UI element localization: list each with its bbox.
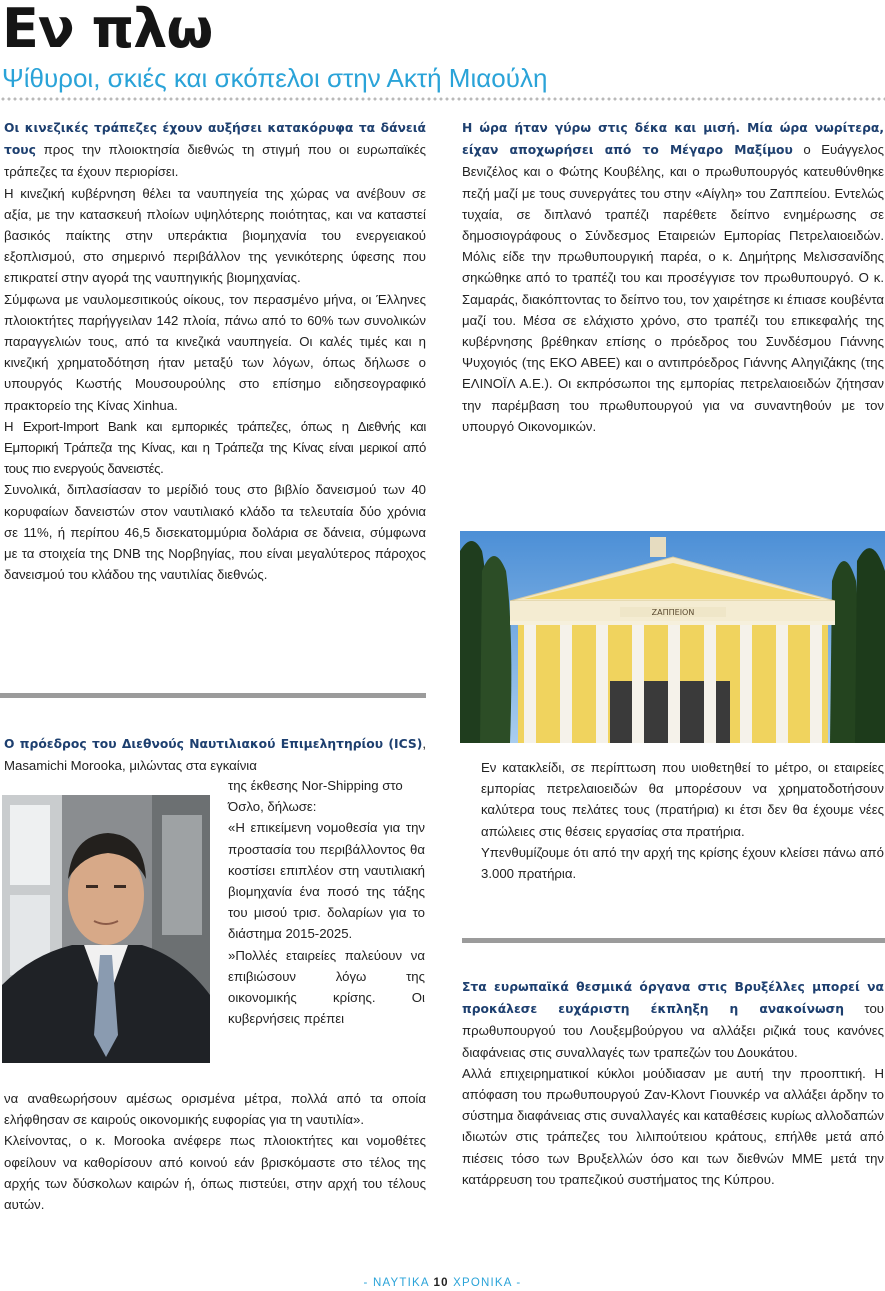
article-fuel-after — [481, 757, 884, 884]
morooka-portrait — [2, 795, 210, 1063]
dotted-divider — [0, 97, 885, 101]
article-lux-p1: Αλλά επιχειρηματικοί κύκλοι μούδιασαν με αυτή την προοπτική. Η απόφαση του πρωθυπουργού Ζαν-Κλοντ Γιουνκέρ να αλλάξει άρδην το σύστημα διαφάνειας στις συναλλαγές και καταθέσεις κυρίως αλλοδαπών ιδιωτών στις τράπεζες του λιλιπούτειου κράτους, επήλθε μετά από πιέσεις τόσο των Βρυξελλών όσο και των διεθνών ΜΜΕ μετά την κατάρρευση του τραπεζικού συστήματος της Κύπρου. — [462, 1065, 884, 1187]
article-ics-lead: Ο πρόεδρος του Διεθνούς Ναυτιλιακού Επιμελητηρίου (ICS) — [4, 737, 423, 751]
article-fuel-lead: Η ώρα ήταν γύρω στις δέκα και μισή. Μία ώρα νωρίτερα, είχαν αποχωρήσει από το Μέγαρο Μαξίμου — [462, 121, 884, 158]
article-china-lead-paragraph — [4, 117, 426, 183]
article-china-lead: Οι κινεζικές τράπεζες έχουν αυξήσει κατακόρυφα τα δάνειά τους — [4, 121, 426, 158]
portrait-image — [2, 795, 210, 1063]
article-china-p2: Σύμφωνα με ναυλομεσιτικούς οίκους, τον περασμένο μήνα, οι Έλληνες πλοιοκτήτες παρήγγειλαν 142 πλοία, πάνω από το 60% των συνολικών παραγγελιών τους, από τα κινεζικά ναυπηγεία. Οι καλές τιμές και η κινεζική χρηματοδότηση ήταν μεταξύ των λόγων, όπως δήλωσε ο υπουργός Κωστής Μουσουρούλης στο επίσημο ειδησεογραφικό πρακτορείο της Κίνας Xinhua. — [4, 291, 426, 413]
article-ics-wrap-intro: της έκθεσης Nor-Shipping στο Όσλο, δήλωσε: — [228, 778, 403, 815]
article-fuel — [462, 117, 884, 437]
article-fuel-lead-rest: ο Ευάγγελος Βενιζέλος και ο Φώτης Κουβέλης, και ο πρωθυπουργός κατευθύνθηκε πεζή μαζί με τους συνεργάτες του στην «Αίγλη» του Ζαππείου. Εντελώς τυχαία, σε διπλανό τραπέζι παρέθετε δείπνο ενημέρωσης σε δημοσιογράφους ο Σύνδεσμος Εταιρειών Εμπορίας Πετρελαιοειδών. Μόλις είδε την πρωθυπουργική παρέα, ο κ. Δημήτρης Μελισσανίδης σηκώθηκε από το τραπέζι του και προσέγγισε τον πρωθυπουργό. Ο κ. Σαμαράς, διακόπτοντας το δείπνο του, τον χαιρέτησε κι έπιασε κουβέντα μαζί του. Μέσα σε ελάχιστο χρόνο, στο τραπέζι του επικεφαλής της κυβέρνησης βρέθηκαν επίσης ο πρόεδρος του Συνδέσμου Γιάννης Ψυχογιός (της ΕΚΟ ΑΒΕΕ) και ο αντιπρόεδρος Γιάννης Αληγιζάκης (της ΕΛΙΝΟΪΛ Α.Ε.). Οι εκπρόσωποι της εμπορίας πετρελαιοειδών ζήτησαν την παρέμβαση του πρωθυπουργού για να συναντηθούν με τον υπουργό Οικονομικών. — [462, 142, 884, 434]
footer-left: - ΝΑΥΤΙΚΑ — [363, 1277, 430, 1289]
article-ics-quote-2: »Πολλές εταιρείες παλεύουν να επιβιώσουν λόγω της οικονομικής κρίσης. Οι κυβερνήσεις πρέπει — [228, 947, 425, 1027]
article-lux-lead-paragraph — [462, 976, 884, 1063]
footer-right: ΧΡΟΝΙΚΑ - — [453, 1277, 522, 1289]
article-lux-lead: Στα ευρωπαϊκά θεσμικά όργανα στις Βρυξέλλες μπορεί να προκάλεσε ευχάριστη έκπληξη η ανακοίνωση — [462, 980, 884, 1017]
right-column-divider — [462, 938, 885, 943]
article-ics-quote-1: «Η επικείμενη νομοθεσία για την προστασία του περιβάλλοντος θα κοστίσει επιπλέον στη ναυτιλιακή βιομηχανία ένα ποσό της τάξης του μισού τρισ. δολαρίων για το διάστημα 2015-2025. — [228, 820, 425, 942]
masthead — [2, 2, 882, 98]
article-china-p3: Η Export-Import Bank και εμπορικές τράπεζες, όπως η Διεθνής και Εμπορική Τράπεζα της Κίνας, και η Τράπεζα της Κίνας είναι μερικοί από τους πιο ενεργούς δανειστές. — [4, 418, 426, 477]
article-lux — [462, 976, 884, 1190]
page-footer — [0, 1277, 885, 1289]
article-ics-body — [4, 1088, 426, 1215]
article-ics-lead-rest: , Masamichi Morooka, μιλώντας στα εγκαίνια — [4, 736, 426, 774]
page-number: 10 — [433, 1277, 449, 1289]
article-lux-lead-rest: του πρωθυπουργού του Λουξεμβούργου να αλλάξει ριζικά τους κανόνες διαφάνειας στις συναλλαγές των τραπεζών του Δουκάτου. — [462, 1001, 885, 1060]
article-china — [4, 117, 426, 585]
article-china-p1: Η κινεζική κυβέρνηση θέλει τα ναυπηγεία της χώρας να ανέβουν σε αξία, με την κατασκευή πλοίων υψηλότερης ποιότητας, και να καταστεί βασικός παίκτης στην υπεράκτια βιομηχανία του ενεργειακού εξοπλισμού, στο σημερινό περιβάλλον της γενικότερης ύφεσης που επικρατεί στην αγορά της ναυπηγικής βιομηχανίας. — [4, 185, 426, 286]
article-fuel-reminder: Υπενθυμίζουμε ότι από την αρχή της κρίσης έχουν κλείσει πάνω από 3.000 πρατήρια. — [481, 844, 884, 882]
article-ics-closing: Κλείνοντας, ο κ. Morooka ανέφερε πως πλοιοκτήτες και νομοθέτες οφείλουν να καθορίσουν από κοινού εάν βρισκόμαστε στο τέλος της αρχής των δύσκολων καιρών ή, όπως πιστεύει, στην αρχή του τέλους αυτών. — [4, 1133, 426, 1213]
section-title: Εν πλω — [2, 0, 213, 60]
section-subtitle: Ψίθυροι, σκιές και σκόπελοι στην Ακτή Μιαούλη — [2, 63, 548, 93]
left-column-divider — [0, 693, 426, 698]
article-fuel-conclusion: Εν κατακλείδι, σε περίπτωση που υιοθετηθεί το μέτρο, οι εταιρείες εμπορίας πετρελαιοειδών θα μπορέσουν να χρηματοδοτήσουν καλύτερα τους πελάτες τους (πρατήρια) κι έτσι δεν θα έχουμε νέες απώλειες στις θέσεις εργασίας στα πρατήρια. — [481, 760, 884, 839]
zappeion-image — [460, 531, 885, 743]
article-ics-quote-2-rest: να αναθεωρήσουν αμέσως ορισμένα μέτρα, πολλά από τα οποία ελήφθησαν σε καιρούς οικονομικής ευφορίας για τη ναυτιλία». — [4, 1091, 426, 1128]
article-china-lead-rest: προς την πλοιοκτησία διεθνώς τη στιγμή που οι ευρωπαϊκές τράπεζες τα έχουν περιορίσει. — [4, 142, 426, 180]
article-fuel-lead-paragraph — [462, 117, 884, 437]
article-china-p4: Συνολικά, διπλασίασαν το μερίδιό τους στο βιβλίο δανεισμού των 40 κορυφαίων δανειστών στον ναυτιλιακό κλάδο τα τελευταία δύο χρόνια σε 11%, ή περίπου 46,5 δισεκατομμύρια δολάρια σε δάνεια, σύμφωνα με τα στοιχεία της DNB της Νορβηγίας, που είναι μεγαλύτερος πάροχος δανεισμού του κλάδου της ναυτιλίας διεθνώς. — [4, 482, 426, 583]
photo-sign: ΖΑΠΠΕΙΟΝ — [651, 608, 695, 617]
article-ics-lead-paragraph — [4, 733, 426, 776]
zappeion-photo — [460, 531, 885, 743]
article-ics-intro — [4, 733, 426, 776]
article-ics-wrap — [228, 775, 425, 1029]
